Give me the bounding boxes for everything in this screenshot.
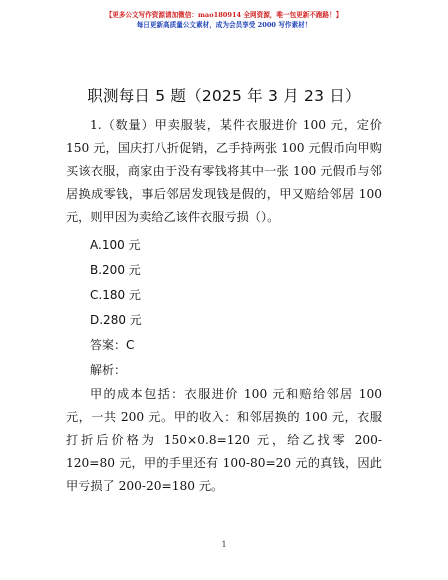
analysis-label: 解析： (90, 363, 127, 377)
option-c: C.180 元 (90, 288, 141, 302)
promo-banner (0, 10, 448, 30)
question-text: 1.（数量）甲卖服装，某件衣服进价 100 元，定价 150 元，国庆打八折促销，乙手持两张 100 元假币向甲购买该衣服，商家由于没有零钱将其中一张 100 元假币与邻居换成零钱，事后邻居发现钱是假的，甲又赔给邻居 100 元，则甲因为卖给乙该件衣服亏损（）。 (66, 118, 382, 224)
option-d: D.280 元 (90, 313, 142, 327)
option-b: B.200 元 (90, 263, 141, 277)
page-title: 职测每日 5 题（2025 年 3 月 23 日） (87, 87, 361, 105)
document-body (66, 114, 382, 498)
option-a: A.100 元 (90, 238, 141, 252)
analysis-paragraph: 甲的成本包括：衣服进价 100 元和赔给邻居 100 元，一共 200 元。甲的收入：和邻居换的 100 元，衣服打折后价格为 150×0.8=120 元，给乙找零 200-120=80 元，甲的手里还有 100-80=20 元的真钱，因此甲亏损了 200-20=180 元。 (66, 387, 382, 493)
page-number: 1 (221, 540, 227, 549)
answer-text: 答案：C (90, 338, 135, 352)
promo-line-2: 每日更新高质量公文素材，成为会员享受 2000 写作素材！ (136, 21, 312, 29)
promo-line-1: 【更多公文写作资源请加微信：mao180914 全网资源，唯一包更新不跑路！】 (105, 11, 343, 19)
